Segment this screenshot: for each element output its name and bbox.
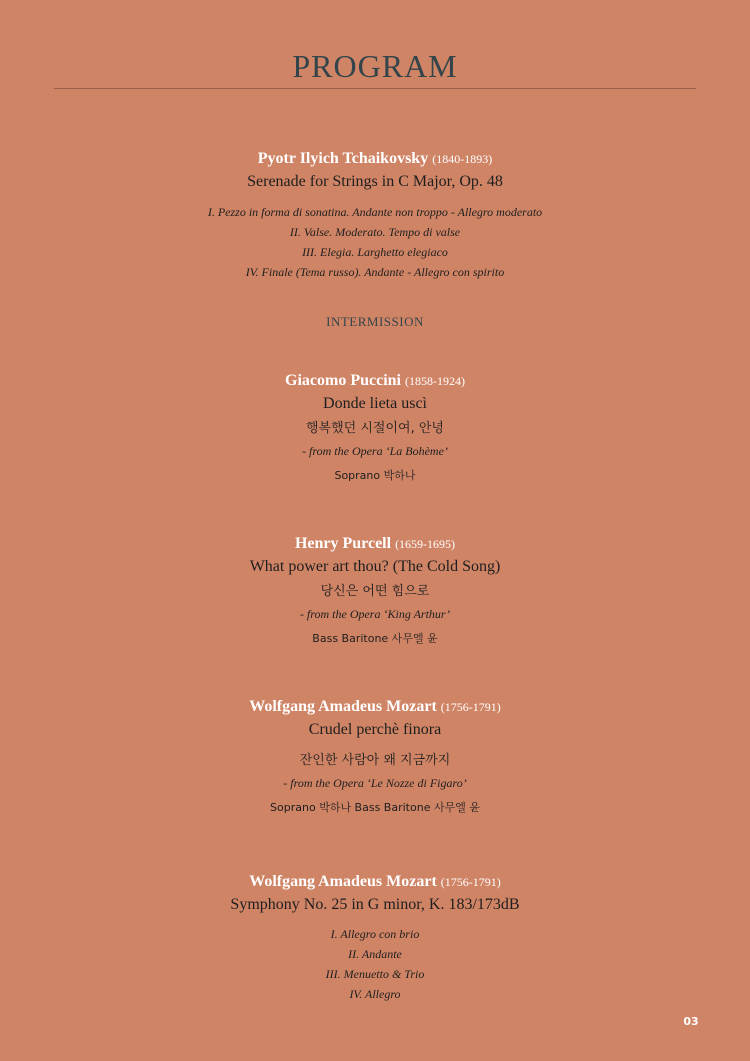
work-title: Crudel perchè finora (308, 721, 442, 738)
opera-source: - from the Opera ‘Le Nozze di Figaro’ (283, 776, 467, 790)
title-divider (54, 88, 696, 89)
movement: III. Elegia. Larghetto elegiaco (302, 245, 448, 259)
intermission-label: INTERMISSION (326, 314, 424, 329)
composer-label: Wolfgang Amadeus Mozart (249, 873, 437, 890)
opera-source: - from the Opera ‘King Arthur’ (299, 607, 451, 621)
work-title: Donde lieta uscì (323, 395, 427, 412)
composer-label: Henry Purcell (294, 535, 392, 552)
program-item-purcell (0, 533, 750, 646)
work-title-korean: 당신은 어떤 힘으로 (320, 584, 430, 599)
page-number: 03 (683, 1015, 699, 1028)
movement: II. Andante (348, 947, 402, 961)
movement: I. Allegro con brio (330, 927, 420, 941)
movement: I. Pezzo in forma di sonatina. Andante non troppo - Allegro moderato (207, 205, 543, 219)
work-title: What power art thou? (The Cold Song) (249, 558, 501, 575)
performers: Bass Baritone 사무엘 윤 (312, 632, 438, 645)
movement: IV. Finale (Tema russo). Andante - Allegro con spirito (245, 265, 505, 279)
work-title-korean: 잔인한 사람아 왜 지금까지 (299, 753, 451, 768)
performers: Soprano 박하나 Bass Baritone 사무엘 윤 (270, 801, 480, 814)
composer-years: (1858-1924) (404, 374, 465, 388)
composer-name (0, 871, 750, 893)
work-title-korean: 행복했던 시절이여, 안녕 (306, 421, 444, 436)
movement: IV. Allegro (349, 987, 401, 1001)
composer-name (0, 370, 750, 392)
composer-label: Pyotr Ilyich Tchaikovsky (257, 150, 429, 167)
program-item-puccini (0, 370, 750, 483)
composer-label: Wolfgang Amadeus Mozart (249, 698, 437, 715)
movement: III. Menuetto & Trio (325, 967, 425, 981)
opera-source: - from the Opera ‘La Bohème’ (302, 444, 448, 458)
program-item-tchaikovsky (0, 148, 750, 282)
work-title: Serenade for Strings in C Major, Op. 48 (247, 173, 503, 190)
program-item-mozart-symphony (0, 871, 750, 1004)
performers: Soprano 박하나 (334, 469, 416, 482)
program-item-mozart-figaro (0, 696, 750, 815)
movement: II. Valse. Moderato. Tempo di valse (289, 225, 461, 239)
composer-years: (1756-1791) (440, 875, 501, 889)
composer-years: (1756-1791) (440, 700, 501, 714)
composer-label: Giacomo Puccini (285, 372, 401, 389)
composer-years: (1659-1695) (395, 537, 456, 551)
composer-name (0, 533, 750, 555)
composer-years: (1840-1893) (432, 152, 493, 166)
movement-list (0, 924, 750, 1004)
movement-list (0, 202, 750, 282)
composer-name (0, 696, 750, 718)
composer-name (0, 148, 750, 170)
page-title: PROGRAM (292, 48, 458, 84)
work-title: Symphony No. 25 in G minor, K. 183/173dB (230, 896, 520, 913)
